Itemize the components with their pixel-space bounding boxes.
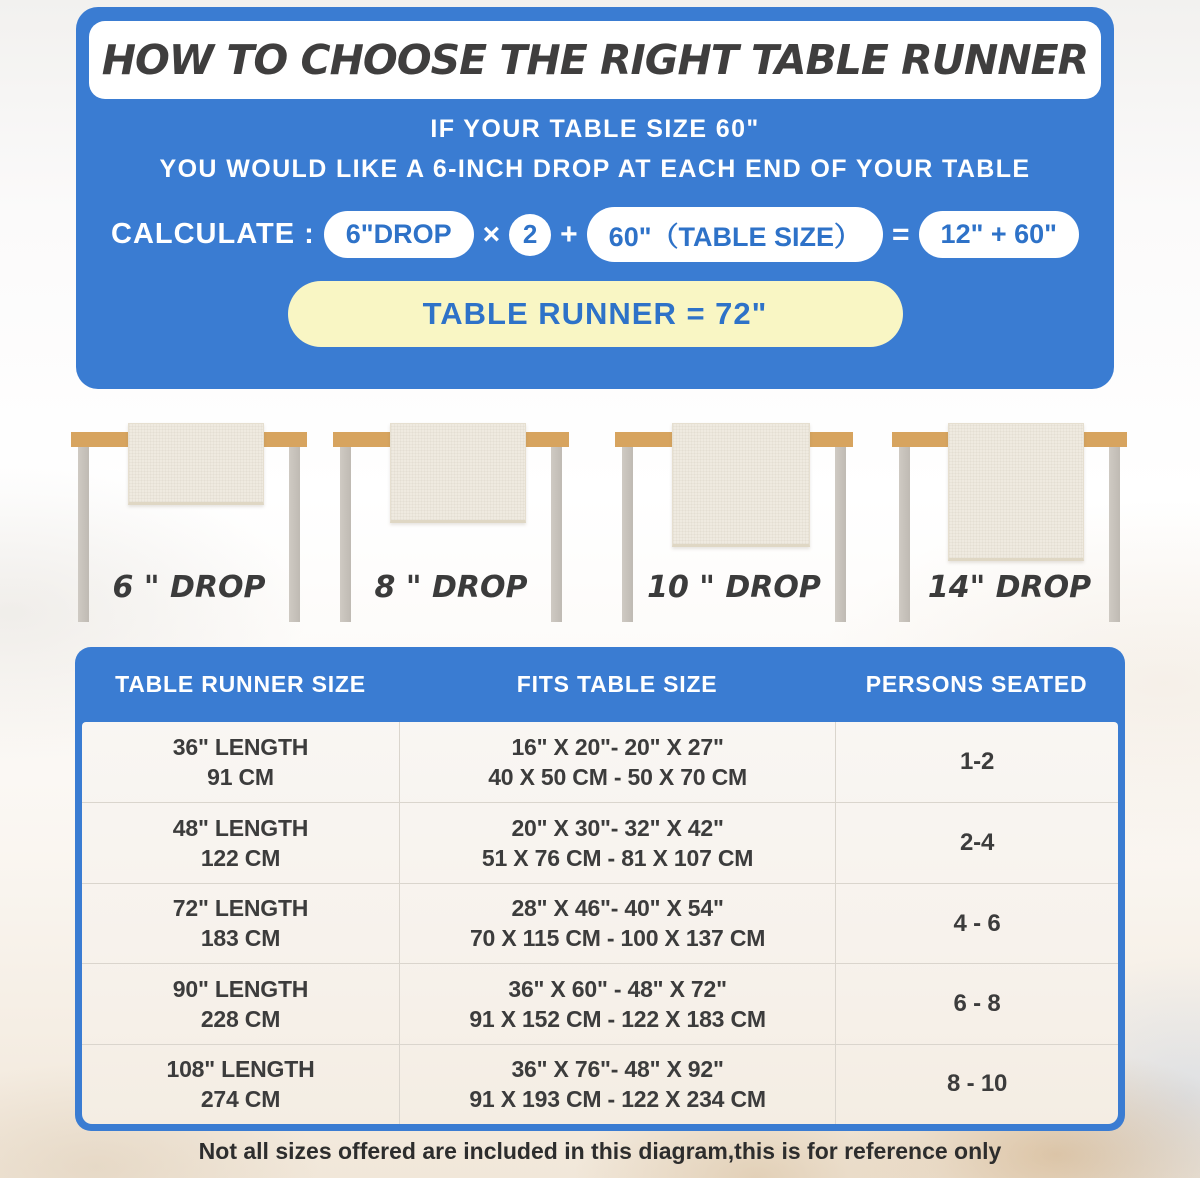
persons-count: 6 - 8 [953, 990, 1001, 1018]
size-chart-header [82, 647, 1118, 722]
runner-size-inches: 108" LENGTH [166, 1055, 315, 1082]
fits-size-inches: 16" X 20"- 20" X 27" [511, 733, 724, 760]
header-panel [76, 7, 1114, 389]
table-figure-8-inch-drop [333, 420, 569, 622]
table-runner [948, 423, 1084, 561]
drop-label: 8 " DROP [374, 570, 528, 605]
fits-size-cell [399, 964, 835, 1043]
persons-count: 1-2 [960, 748, 995, 776]
table-row [82, 722, 1118, 802]
runner-size-cm: 183 CM [200, 925, 281, 952]
sum-pill: 12" + 60" [919, 211, 1079, 258]
table-row [82, 802, 1118, 882]
persons-count: 4 - 6 [953, 909, 1001, 937]
table-row [82, 963, 1118, 1043]
persons-cell [835, 964, 1118, 1043]
equals-sign: = [892, 217, 910, 251]
runner-size-inches: 36" LENGTH [172, 733, 309, 760]
fits-size-cm: 91 X 152 CM - 122 X 183 CM [469, 1005, 766, 1032]
runner-size-cell [82, 803, 399, 882]
calculate-label: CALCULATE : [111, 218, 315, 250]
fits-size-inches: 36" X 60" - 48" X 72" [508, 975, 727, 1002]
persons-count: 2-4 [960, 829, 995, 857]
footnote: Not all sizes offered are included in this diagram,this is for reference only [198, 1138, 1002, 1164]
fits-size-inches: 36" X 76"- 48" X 92" [511, 1055, 724, 1082]
drop-label: 10 " DROP [647, 570, 821, 605]
drop-label: 6 " DROP [112, 570, 266, 605]
calculation-row [76, 207, 1114, 262]
runner-size-cm: 228 CM [200, 1005, 281, 1032]
table-runner [128, 423, 265, 505]
column-header-runner-size: TABLE RUNNER SIZE [115, 671, 366, 697]
fits-size-cell [399, 803, 835, 882]
runner-result-pill [288, 281, 903, 347]
page-title-bar [89, 21, 1101, 99]
runner-size-cell [82, 722, 399, 802]
persons-cell [835, 884, 1118, 963]
plus-sign: + [560, 217, 578, 251]
runner-size-cell [82, 1045, 399, 1124]
persons-cell [835, 803, 1118, 882]
table-runner [390, 423, 527, 523]
multiplier-badge: 2 [509, 214, 551, 256]
persons-count: 8 - 10 [946, 1070, 1008, 1098]
table-size-pill: 60"（TABLE SIZE） [587, 207, 883, 262]
table-figure-10-inch-drop [615, 420, 853, 622]
runner-size-cell [82, 884, 399, 963]
table-row [82, 1044, 1118, 1124]
fits-size-inches: 28" X 46"- 40" X 54" [511, 895, 724, 922]
fits-size-cm: 70 X 115 CM - 100 X 137 CM [469, 925, 766, 952]
persons-cell [835, 1045, 1118, 1124]
fits-size-cm: 51 X 76 CM - 81 X 107 CM [481, 845, 754, 872]
fits-size-cell [399, 884, 835, 963]
table-figure-14-inch-drop [892, 420, 1127, 622]
runner-size-inches: 48" LENGTH [172, 814, 309, 841]
drop-pill: 6"DROP [324, 211, 474, 258]
runner-size-cm: 122 CM [200, 845, 281, 872]
table-figure-6-inch-drop [71, 420, 307, 622]
runner-size-inches: 90" LENGTH [172, 975, 309, 1002]
runner-size-cm: 91 CM [207, 764, 274, 791]
drop-label: 14" DROP [927, 570, 1092, 605]
fits-size-cm: 40 X 50 CM - 50 X 70 CM [488, 764, 747, 791]
subtitle-line-1: IF YOUR TABLE SIZE 60" [430, 115, 760, 143]
subtitle-line-2: YOU WOULD LIKE A 6-INCH DROP AT EACH END OF YOUR TABLE [159, 155, 1031, 183]
persons-cell [835, 722, 1118, 802]
page-title: HOW TO CHOOSE THE RIGHT TABLE RUNNER [101, 36, 1089, 84]
size-chart-panel [75, 647, 1125, 1131]
runner-size-inches: 72" LENGTH [172, 895, 309, 922]
runner-size-cm: 274 CM [200, 1086, 281, 1113]
drop-examples-section [0, 420, 1200, 625]
column-header-fits-table-size: FITS TABLE SIZE [516, 671, 718, 697]
fits-size-cell [399, 1045, 835, 1124]
runner-size-cell [82, 964, 399, 1043]
table-row [82, 883, 1118, 963]
column-header-persons-seated: PERSONS SEATED [865, 671, 1088, 697]
multiply-sign: × [482, 217, 501, 251]
runner-result-text: TABLE RUNNER = 72" [422, 296, 768, 331]
fits-size-cm: 91 X 193 CM - 122 X 234 CM [469, 1086, 766, 1113]
size-chart-body [82, 722, 1118, 1124]
fits-size-inches: 20" X 30"- 32" X 42" [511, 814, 724, 841]
fits-size-cell [399, 722, 835, 802]
table-runner [672, 423, 810, 547]
